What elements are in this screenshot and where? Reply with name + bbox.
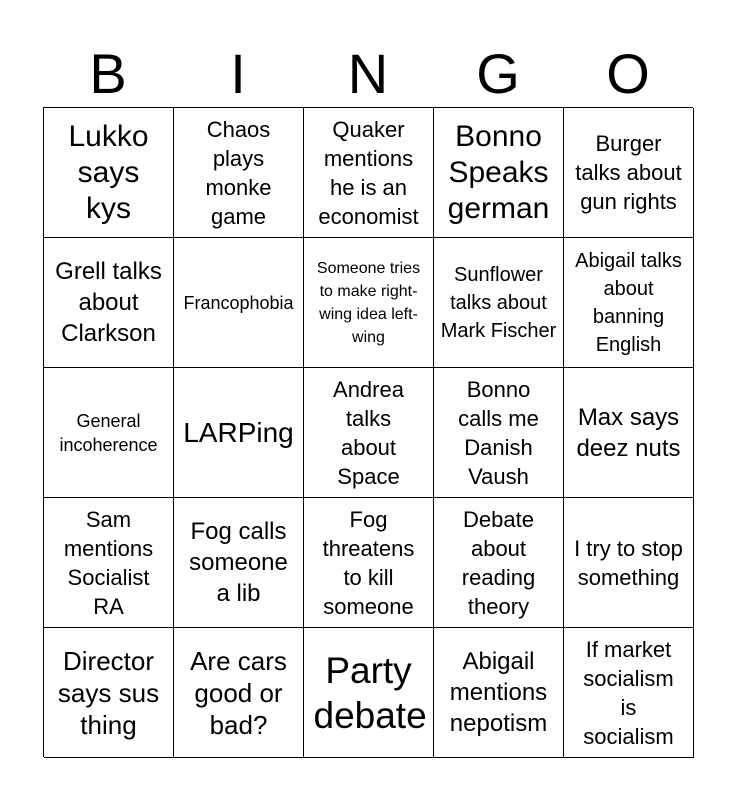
bingo-cell-r3-c4[interactable]	[434, 368, 564, 498]
bingo-cell-r4-c5[interactable]	[564, 498, 694, 628]
header-letter-i: I	[230, 42, 246, 105]
bingo-cell-r1-c1[interactable]	[44, 108, 174, 238]
bingo-cell-text: Quaker mentions he is an economist	[318, 116, 419, 229]
bingo-cell-text: Chaos plays monke game	[205, 116, 272, 229]
bingo-cell-r2-c3[interactable]	[304, 238, 434, 368]
bingo-cell-text: Grell talks about Clarkson	[55, 258, 162, 347]
header-letter-b: B	[89, 42, 127, 105]
bingo-cell-r4-c3[interactable]	[304, 498, 434, 628]
bingo-cell-text: Abigail mentions nepotism	[449, 648, 548, 737]
bingo-cell-text: Party debate	[313, 649, 427, 736]
bingo-cell-text: General incoherence	[59, 410, 158, 455]
bingo-cell-text: Max says deez nuts	[576, 403, 681, 462]
bingo-cell-text: Lukko says kys	[68, 119, 149, 225]
bingo-header	[43, 40, 693, 108]
bingo-cell-r3-c5[interactable]	[564, 368, 694, 498]
bingo-cell-r3-c1[interactable]	[44, 368, 174, 498]
bingo-cell-text: Sunflower talks about Mark Fischer	[440, 263, 557, 342]
header-letter-g: G	[476, 42, 520, 105]
header-letter-o: O	[606, 42, 650, 105]
bingo-cell-text: If market socialism is socialism	[583, 636, 674, 749]
bingo-cell-r2-c5[interactable]	[564, 238, 694, 368]
bingo-cell-text: Sam mentions Socialist RA	[63, 506, 154, 619]
bingo-cell-r5-c1[interactable]	[44, 628, 174, 758]
bingo-cell-text: Debate about reading theory	[461, 506, 536, 619]
bingo-cell-r1-c5[interactable]	[564, 108, 694, 238]
bingo-cell-r5-c3[interactable]	[304, 628, 434, 758]
bingo-cell-text: Director says sus thing	[57, 645, 160, 740]
bingo-cell-text: LARPing	[183, 416, 294, 448]
bingo-cell-r2-c4[interactable]	[434, 238, 564, 368]
bingo-cell-r2-c1[interactable]	[44, 238, 174, 368]
bingo-cell-text: Someone tries to make right-wing idea left-wing	[316, 259, 421, 346]
bingo-cell-r5-c5[interactable]	[564, 628, 694, 758]
bingo-cell-r2-c2[interactable]	[174, 238, 304, 368]
bingo-cell-r1-c2[interactable]	[174, 108, 304, 238]
bingo-cell-r5-c4[interactable]	[434, 628, 564, 758]
bingo-cell-text: Burger talks about gun rights	[575, 131, 682, 214]
bingo-cell-text: Andrea talks about Space	[333, 376, 404, 489]
bingo-cell-r1-c3[interactable]	[304, 108, 434, 238]
bingo-cell-r4-c4[interactable]	[434, 498, 564, 628]
bingo-grid	[43, 107, 693, 757]
bingo-cell-text: Bonno calls me Danish Vaush	[458, 376, 539, 489]
bingo-cell-text: Fog threatens to kill someone	[322, 506, 415, 619]
bingo-cell-text: I try to stop something	[574, 535, 683, 590]
bingo-cell-r3-c3[interactable]	[304, 368, 434, 498]
bingo-cell-r1-c4[interactable]	[434, 108, 564, 238]
bingo-cell-text: Francophobia	[183, 292, 294, 313]
bingo-cell-r5-c2[interactable]	[174, 628, 304, 758]
bingo-cell-text: Bonno Speaks german	[447, 119, 550, 225]
bingo-cell-r4-c1[interactable]	[44, 498, 174, 628]
bingo-cell-r4-c2[interactable]	[174, 498, 304, 628]
bingo-cell-text: Are cars good or bad?	[190, 645, 287, 740]
bingo-cell-text: Abigail talks about banning English	[575, 249, 682, 356]
header-letter-n: N	[347, 42, 389, 105]
bingo-cell-text: Fog calls someone a lib	[189, 518, 288, 607]
bingo-cell-r3-c2[interactable]	[174, 368, 304, 498]
